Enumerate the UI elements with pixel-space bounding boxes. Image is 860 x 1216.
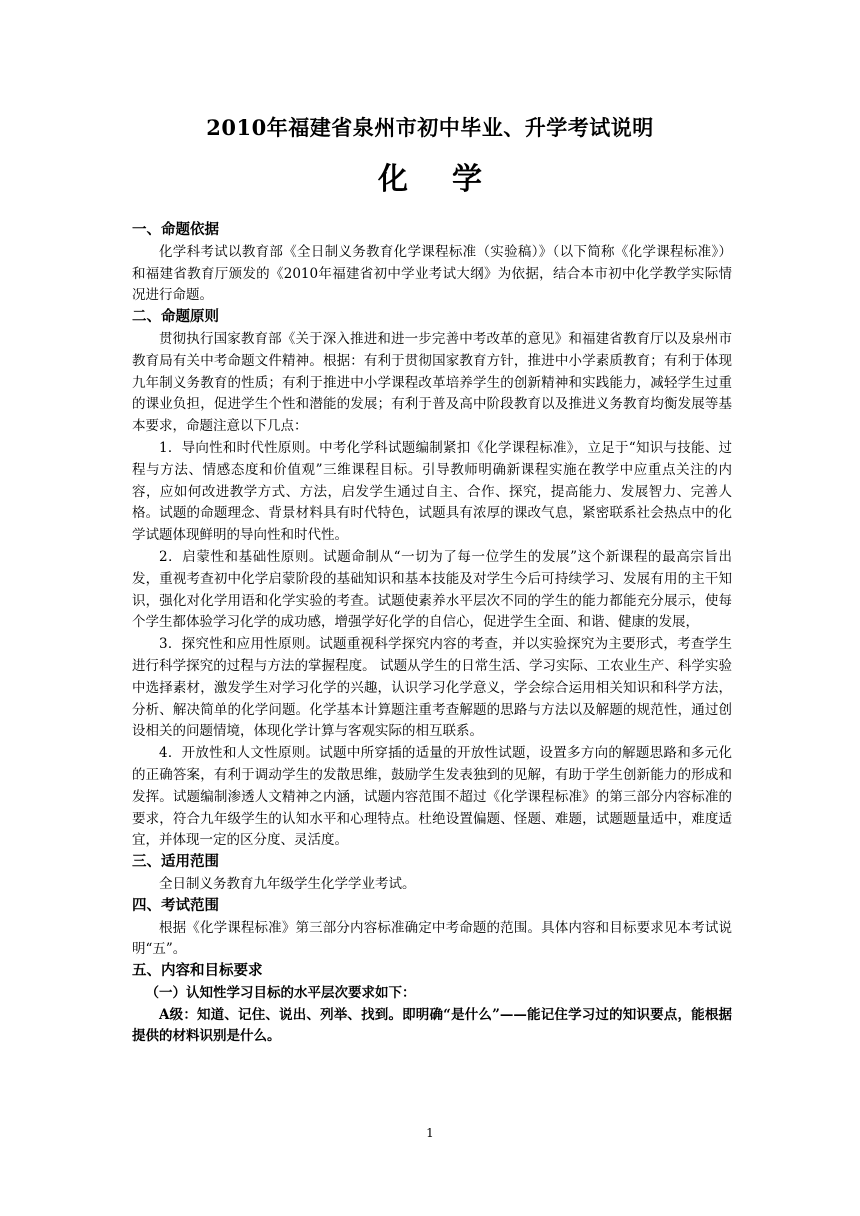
page-number: 1 xyxy=(426,1126,434,1140)
paragraph: 根据《化学课程标准》第三部分内容标准确定中考命题的范围。具体内容和目标要求见本考试说明“五”。 xyxy=(132,919,732,958)
section-heading-basis: 一、命题依据 xyxy=(132,222,219,238)
document-body xyxy=(132,220,732,1048)
paragraph: 化学科考试以教育部《全日制义务教育化学课程标准（实验稿）》（以下简称《化学课程标准》）和福建省教育厅颁发的《2010年福建省初中学业考试大纲》为依据，结合本市初中化学教学实际情况进行命题。 xyxy=(132,243,732,304)
paragraph: 全日制义务教育九年级学生化学学业考试。 xyxy=(159,875,416,892)
section-heading-scope: 三、适用范围 xyxy=(132,854,219,871)
paragraph-level-a: A级：知道、记住、说出、列举、找到。即明确“是什么”——能记住学习过的知识要点，能根据提供的材料识别是什么。 xyxy=(132,1006,732,1045)
document-subject: 化学 xyxy=(378,162,526,197)
paragraph: 3．探究性和应用性原则。试题重视科学探究内容的考查，并以实验探究为主要形式，考查学生进行科学探究的过程与方法的掌握程度。 试题从学生的日常生活、学习实际、工农业生产、科学实验中选择素材，激发学生对学习化学的兴趣，认识学习化学意义，学会综合运用相关知识和科学方法，分析、解决简单的化学问题。化学基本计算题注重考查解题的思路与方法以及解题的规范性，通过创设相关的问题情境，体现化学计算与客观实际的相互联系。 xyxy=(132,636,732,740)
paragraph: 4．开放性和人文性原则。试题中所穿插的适量的开放性试题，设置多方向的解题思路和多元化的正确答案，有利于调动学生的发散思维，鼓励学生发表独到的见解，有助于学生创新能力的形成和发挥。试题编制渗透人文精神之内涵，试题内容范围不超过《化学课程标准》的第三部分内容标准的要求，符合九年级学生的认知水平和心理特点。杜绝设置偏题、怪题、难题，试题题量适中，难度适宜，并体现一定的区分度、灵活度。 xyxy=(132,745,732,849)
section-heading-content-goals: 五、内容和目标要求 xyxy=(132,963,263,980)
section-heading-exam-range: 四、考试范围 xyxy=(132,897,219,914)
document-title: 2010年福建省泉州市初中毕业、升学考试说明 xyxy=(206,115,654,140)
subsection-heading: （一）认知性学习目标的水平层次要求如下： xyxy=(145,984,416,1001)
paragraph: 1．导向性和时代性原则。中考化学科试题编制紧扣《化学课程标准》，立足于“知识与技能、过程与方法、情感态度和价值观”三维课程目标。引导教师明确新课程实施在教学中应重点关注的内容，应如何改进教学方式、方法，启发学生通过自主、合作、探究，提高能力、发展智力、完善人格。试题的命题理念、背景材料具有时代特色，试题具有浓厚的课改气息，紧密联系社会热点中的化学试题体现鲜明的导向性和时代性。 xyxy=(132,439,732,544)
paragraph: 贯彻执行国家教育部《关于深入推进和进一步完善中考改革的意见》和福建省教育厅以及泉州市教育局有关中考命题文件精神。根据：有利于贯彻国家教育方针，推进中小学素质教育；有利于体现九年制义务教育的性质；有利于推进中小学课程改革培养学生的创新精神和实践能力，减轻学生过重的课业负担，促进学生个性和潜能的发展；有利于普及高中阶段教育以及推进义务教育均衡发展等基本要求，命题注意以下几点： xyxy=(132,330,732,435)
section-heading-principles: 二、命题原则 xyxy=(132,309,219,326)
paragraph: 2．启蒙性和基础性原则。试题命制从“一切为了每一位学生的发展”这个新课程的最高宗旨出发，重视考查初中化学启蒙阶段的基础知识和基本技能及对学生今后可持续学习、发展有用的主干知识，强化对化学用语和化学实验的考查。试题使素养水平层次不同的学生的能力都能充分展示，使每个学生都体验学习化学的成功感，增强学好化学的自信心，促进学生全面、和谐、健康的发展， xyxy=(132,548,732,631)
